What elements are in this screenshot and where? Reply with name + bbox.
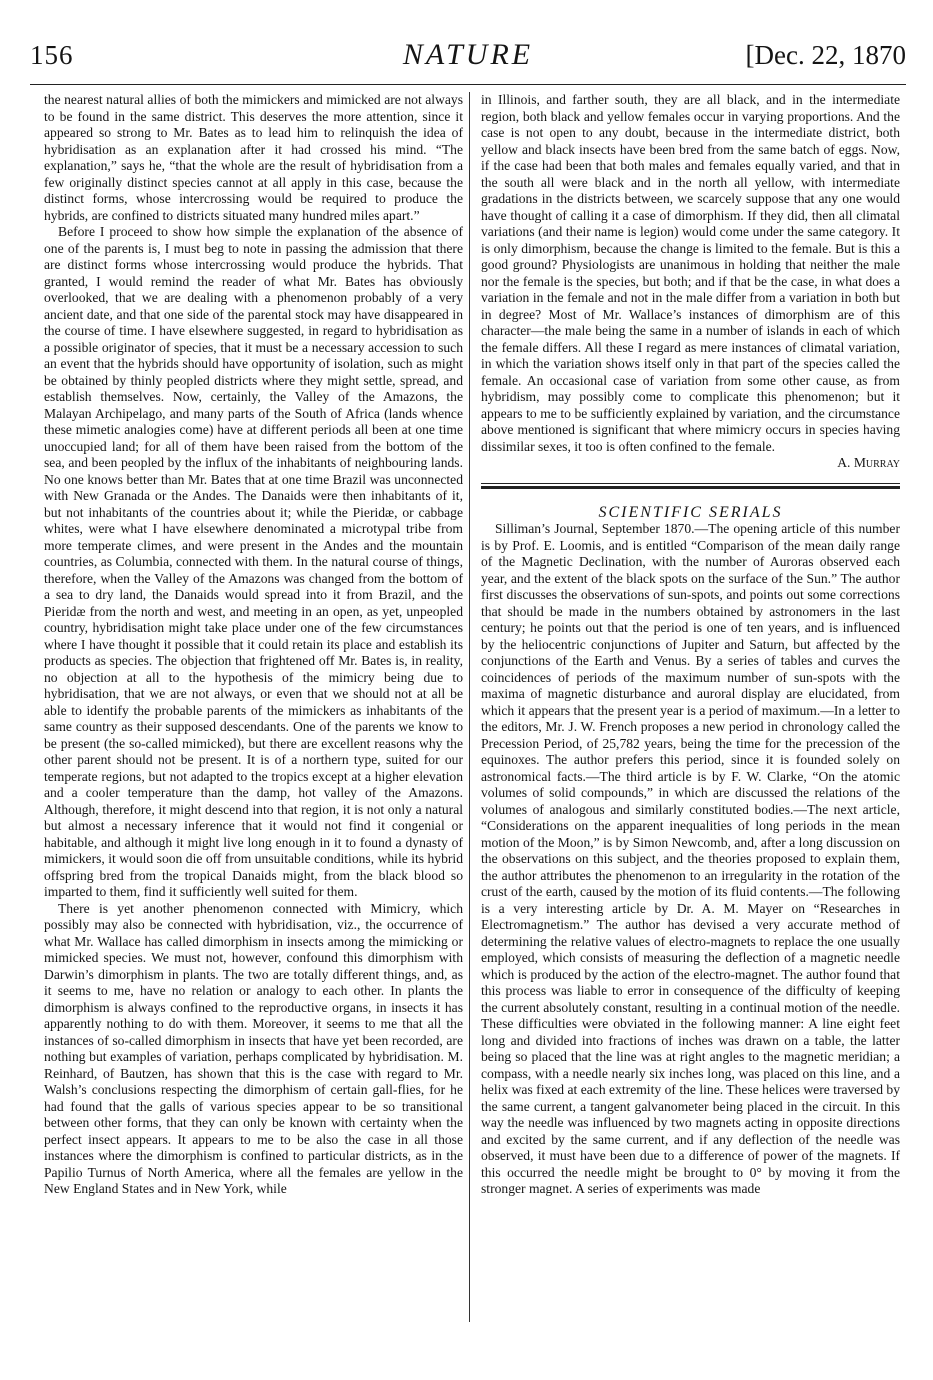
left-paragraph-2: Before I proceed to show how simple the explanation of the absence of one of the parents is, I must beg to note in passing the admission that there are distinct forms whose intercrossing would produce the hybrids. That granted, I would remind the reader of what Mr. Bates has obviously overlooked, that we are dealing with a phenomenon probably of a very ancient date, and that one side of the parental stock may have disappeared in the course of time. I have elsewhere suggested, in regard to hybridisation as a possible originator of species, that it must be a necessary accession to such an event that the hybrids should have opportunity of isolation, such as might be obtained by thinly peopled districts where they might settle, spread, and establish themselves. Now, certainly, the Valley of the Amazons, the Malayan Archipelago, and many parts of the South of Africa (lands whence these mimetic analogies come) have at different periods all been at one time unoccupied land; for all of them have been raised from the bottom of the sea, and been peopled by the influx of the inhabitants of neighbouring lands. No one knows better than Mr. Bates that at one time Brazil was unconnected with New Granada or the Andes. The Danaids were then inhabitants of it, but not inhabitants of the countries about it; while the Pieridæ, or cabbage whites, were what I have elsewhere denominated a microtypal tribe from more temperate climes, and were present in the Andes and the mountain countries, as Columbia, connected with them. In the natural course of things, therefore, when the Valley of the Amazons was changed from the bottom of a sea to dry land, the Danaids would spread into it from Brazil, and the Pieridæ from the north and west, and meeting in an open, as yet, unpeopled country, hybridisation might take place under one of the few circumstances where I have thought it possible that it could retain its place and establish its products as species. The objection that frightened off Mr. Bates is, in reality, no objection at all to the hypothesis of the mimicry being due to hybridisation, that we are not always, or even that we should not at all be able to identify the probable parents of the mimickers as inhabitants of the same country as their supposed descendants. One of the parents we know to be present (the so-called mimicked), but there are excellent reasons why the other parent should not be present. It is of a northern type, suited for our temperate regions, but not adapted to the tropics except at a higher elevation and a cooler temperature than the damp, hot valley of the Amazons. Although, therefore, it might descend into that region, it is not only a natural but almost a necessary inference that it would not find it congenial or habitable, and although it might live long enough in it to found a dynasty of mimickers, it would soon die off from unsuitable conditions, while its hybrid offspring bred from the tropical Danaids might, from the black blood so imparted to them, find it sufficiently well suited for them. <box>44 224 463 899</box>
column-divider <box>469 92 470 1322</box>
page-number: 156 <box>30 40 74 70</box>
issue-date: [Dec. 22, 1870 <box>745 40 906 70</box>
page-header <box>30 38 906 76</box>
journal-title: NATURE <box>402 38 534 71</box>
left-column <box>44 92 463 1198</box>
right-column <box>481 92 900 1198</box>
section-rule-thick <box>481 486 900 489</box>
header-rule <box>30 84 906 85</box>
section-title: SCIENTIFIC SERIALS <box>598 503 783 521</box>
left-paragraph-1: the nearest natural allies of both the mimickers and mimicked are not always to be found in the same district. This deserves the more attention, since it appeared so strong to Mr. Bates as to lead him to relinquish the idea of hybridisation as an explanation after it had crossed his mind. “The explanation,” says he, “that the whole are the result of hybridisation from a few originally distinct species cannot at all apply in this case, because the distinct forms, whose intercrossing would be required to produce the hybrids, are confined to districts situated many hundred miles apart.” <box>44 92 463 223</box>
section-rule-thin <box>481 483 900 484</box>
author-signature: A. Murray <box>837 455 900 470</box>
right-paragraph-2: Silliman’s Journal, September 1870.—The opening article of this number is by Prof. E. Loomis, and is entitled “Comparison of the mean daily range of the Magnetic Declination, with the number of Auroras observed each year, and the extent of the black spots on the surface of the Sun.” The author first discusses the observations of sun-spots, and points out some corrections that should be made in the numbers obtained by astronomers in the last century; he points out that the period is one of ten years, and is influenced by the heliocentric conjunctions of Jupiter and Saturn, but affected by the conjunctions of the Earth and Venus. By a series of tables and curves the coincidences of periods of the maximum number of sun-spots with the maxima of magnetic disturbance and auroral display are elucidated, from which it appears that the present year is a period of maximum.—In a letter to the editors, Mr. J. W. French proposes a new period in chronology called the Precession Period, of 25,782 years, being the time for the precession of the equinoxes. The author prefers this period, since it is founded solely on astronomical facts.—The third article is by F. W. Clarke, “On the atomic volumes of solid compounds,” in which are discussed the relations of the volumes of analogous and similarly constituted bodies.—The next article, “Considerations on the apparent inequalities of long periods in the mean motion of the Moon,” is by Simon Newcomb, and, after a long discussion on the observations on this subject, and the theories proposed to explain them, the author attributes the phenomenon to an irregularity in the rotation of the crust of the earth, caused by the motion of its fluid contents.—The following is a very interesting article by Dr. A. M. Mayer on “Researches in Electromagnetism.” The author has devised a very accurate method of determining the relative values of electro-magnets to replace the one usually employed, which consists of measuring the deflection of a magnetic needle which is produced by the action of the electro-magnet. The author found that this process was liable to error in consequence of the difficulty of keeping the current absolutely constant, resulting in a continual motion of the needle. These difficulties were obviated in the following manner: A line eight feet long and divided into fractions of inches was drawn on a table, the latter being so placed that the line was at right angles to the magnetic meridian; a compass, with a needle nearly six inches long, was placed on this line, and a helix was fixed at each extremity of the line. These helices were traversed by the same current, a tangent galvanometer being placed in the circuit. In this way the needle was influenced by two magnets acting in opposite directions and excited by the same current, and if any deflection of the needle was observed, it must have been due to a difference of power of the magnets. If this occurred the needle might be brought to 0° by moving it from the stronger magnet. A series of experiments was made <box>481 521 900 1196</box>
left-paragraph-3: There is yet another phenomenon connected with Mimicry, which possibly may also be connected with hybridisation, viz., the occurrence of what Mr. Wallace has called dimorphism in insects among the mimicking or mimicked species. We must not, however, confound this dimorphism with Darwin’s dimorphism in plants. The two are totally different things, and, as it seems to me, have no relation or analogy to each other. In plants the dimorphism is always confined to the reproductive organs, in insects it has apparently nothing to do with them. Moreover, it seems to me that all the instances of so-called dimorphism in insects that have yet been recorded, are nothing but examples of variation, perhaps complicated by hybridisation. M. Reinhard, of Bautzen, has shown that this is the case with regard to Mr. Walsh’s conclusions respecting the dimorphism of certain gall-flies, for he had found that the galls of various species appear to be so transitional between other forms, that they can only be known with certainty when the perfect insect appears. It appears to me to be also the case in all those instances where the dimorphism is confined to particular districts, as in the Papilio Turnus of North America, where all the females are yellow in the New England States and in New York, while <box>44 900 463 1196</box>
right-paragraph-1: in Illinois, and farther south, they are all black, and in the intermediate region, both black and yellow females occur in varying proportions. And the case is not open to any doubt, because in the intermediate district, both yellow and black insects have been bred from the same batch of eggs. Now, if the case had been that both males and females equally varied, and that in the south all were black and in the north all yellow, with intermediate gradations in the districts between, we scarcely suppose that any one would have thought of calling it a case of dimorphism. If they did, then all climatal variations (and their name is legion) would come under the same category. It is only dimorphism, because the change is limited to the female. But is this a good ground? Physiologists are unanimous in holding that neither the male nor the female is the species, but both; and if that be the case, in what does a variation in the female and not in the male differ from a variation in both but in degree? Most of Mr. Wallace’s instances of dimorphism are of this character—the male being the same in a number of islands in each of which the female differs. All these I regard as mere instances of climatal variation, in which the variation shows itself only in that part of the species called the female. An occasional case of variation from some other cause, as from hybridism, may possibly come to complicate this phenomenon; but it appears to me to be sufficiently explained by variation, and the circumstance above mentioned is significant that where mimicry occurs in species having dissimilar sexes, it too is often confined to the female. <box>481 92 900 454</box>
